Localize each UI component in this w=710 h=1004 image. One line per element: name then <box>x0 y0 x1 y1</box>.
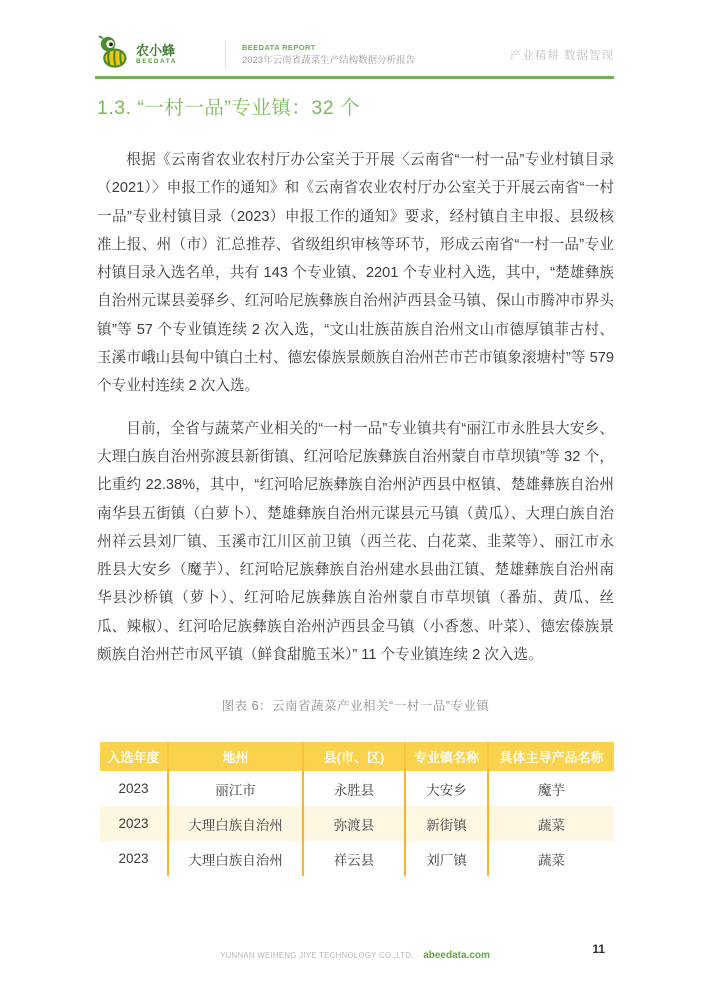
logo-name: 农小蜂 <box>136 42 176 58</box>
column-header: 县(市、区) <box>303 742 405 771</box>
table-cell: 祥云县 <box>303 841 405 876</box>
paragraph-2: 目前，全省与蔬菜产业相关的“一村一品”专业镇共有“丽江市永胜县大安乡、大理白族自治州弥渡县新街镇、红河哈尼族彝族自治州蒙自市草坝镇”等 32 个，比重约 22.38%，其中，“红河哈尼族彝族自治州泸西县中枢镇、楚雄彝族自治州南华县五街镇（白萝卜）、楚雄彝族自治州元谋县元马镇（黄瓜）、大理白族自治州祥云县刘厂镇、玉溪市江川区前卫镇（西兰花、白花菜、韭菜等）、丽江市永胜县大安乡（魔芋）、红河哈尼族彝族自治州建水县曲江镇、楚雄彝族自治州南华县沙桥镇（萝卜）、红河哈尼族彝族自治州蒙自市草坝镇（番茄、黄瓜、丝瓜、辣椒）、红河哈尼族彝族自治州泸西县金马镇（小香葱、叶菜）、德宏傣族景颇族自治州芒市风平镇（鲜食甜脆玉米）” 11 个专业镇连续 2 次入选。 <box>97 420 614 664</box>
column-header: 专业镇名称 <box>405 742 488 771</box>
column-header: 具体主导产品名称 <box>488 742 614 771</box>
paragraph-1: 根据《云南省农业农村厅办公室关于开展〈云南省“一村一品”专业村镇目录（2021）〉申报工作的通知》和《云南省农业农村厅办公室关于开展云南省“一村一品”专业村镇目录（2023）申报工作的通知》要求，经村镇自主申报、县级核准上报、州（市）汇总推荐、省级组织审核等环节，形成云南省“一村一品”专业村镇目录入选名单，共有 143 个专业镇、2201 个专业村入选，其中，“楚雄彝族自治州元谋县姜驿乡、红河哈尼族彝族自治州泸西县金马镇、保山市腾冲市界头镇”等 57 个专业镇连续 2 次入选，“文山壮族苗族自治州文山市德厚镇菲古村、玉溪市峨山县甸中镇白土村、德宏傣族景颇族自治州芒市芒市镇象滚塘村”等 579 个专业村连续 2 次入选。 <box>97 152 614 395</box>
table-row <box>100 841 614 876</box>
report-title: 2023年云南省蔬菜生产结构数据分析报告 <box>241 54 416 66</box>
table-cell: 2023 <box>100 771 168 806</box>
section-heading: 1.3. “一村一品”专业镇：32 个 <box>97 97 361 119</box>
towns-table <box>100 742 614 876</box>
logo-subtitle: BEEDATA <box>136 58 177 66</box>
footer-company: YUNNAN WEIHENG JIYE TECHNOLOGY CO.,LTD. <box>220 951 414 960</box>
table-cell: 2023 <box>100 841 168 876</box>
page-header <box>97 34 614 76</box>
main-content <box>97 92 614 876</box>
table-cell: 永胜县 <box>303 771 405 806</box>
report-label: BEEDATA REPORT <box>241 42 316 52</box>
table-cell: 2023 <box>100 806 168 841</box>
table-cell: 大理白族自治州 <box>168 806 303 841</box>
page-footer <box>97 942 613 962</box>
table-cell: 大理白族自治州 <box>168 841 303 876</box>
table-row <box>100 806 614 841</box>
table-cell: 刘厂镇 <box>405 841 488 876</box>
footer-center <box>97 945 613 963</box>
brand-logo <box>97 35 177 76</box>
table-cell: 大安乡 <box>405 771 488 806</box>
table-cell: 蔬菜 <box>488 841 614 876</box>
figure-caption: 图表 6：云南省蔬菜产业相关“一村一品”专业镇 <box>221 699 490 714</box>
report-info <box>242 43 415 68</box>
table-cell: 新街镇 <box>405 806 488 841</box>
brand-tagline: 产业精耕 数据智现 <box>509 50 614 62</box>
bee-icon <box>97 35 131 76</box>
column-header: 地州 <box>168 742 303 771</box>
table-cell: 丽江市 <box>168 771 303 806</box>
table-row <box>100 771 614 806</box>
logo-text <box>136 44 177 66</box>
footer-website-link[interactable]: abeedata.com <box>423 950 490 961</box>
table-cell: 弥渡县 <box>303 806 405 841</box>
column-header: 入选年度 <box>100 742 168 771</box>
header-divider <box>225 41 226 69</box>
table-header-row <box>100 742 614 771</box>
table-cell: 蔬菜 <box>488 806 614 841</box>
table-cell: 魔芋 <box>488 771 614 806</box>
header-rule <box>95 76 614 79</box>
page-number: 11 <box>592 942 605 956</box>
